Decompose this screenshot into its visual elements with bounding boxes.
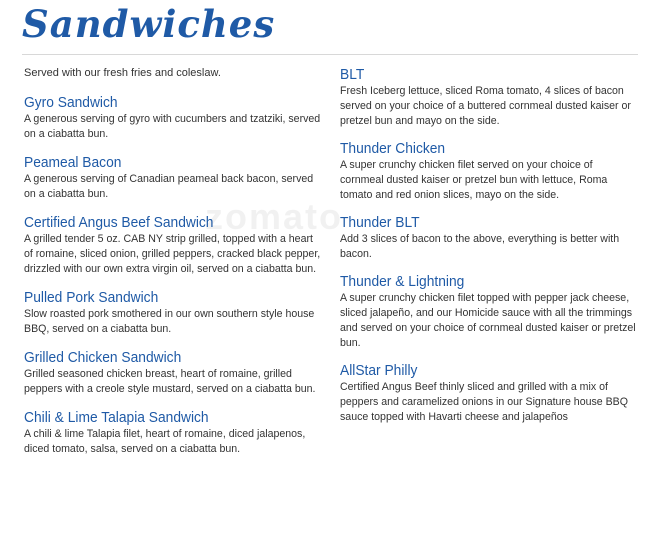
menu-column-left <box>24 66 324 469</box>
menu-item-description: A generous serving of gyro with cucumbers and tzatziki, served on a ciabatta bun. <box>24 113 321 140</box>
menu-item <box>340 140 636 203</box>
intro-text: Served with our fresh fries and coleslaw. <box>24 67 221 79</box>
menu-item-description: A chili & lime Talapia filet, heart of romaine, diced jalapenos, diced tomato, salsa, served on a ciabatta bun. <box>24 428 306 455</box>
menu-item-name: Certified Angus Beef Sandwich <box>24 214 214 231</box>
menu-item <box>24 94 324 142</box>
menu-item-name: Thunder BLT <box>340 214 420 231</box>
menu-item-description: A grilled tender 5 oz. CAB NY strip grilled, topped with a heart of romaine, sliced onion, grilled peppers, cracked black pepper, drizzled with our own extra virgin oil, served on a ciabatta bun. <box>24 233 321 275</box>
menu-item <box>340 214 636 262</box>
menu-item <box>340 273 636 351</box>
menu-item-description: Fresh Iceberg lettuce, sliced Roma tomato, 4 slices of bacon served on your choice of a buttered cornmeal dusted kaiser or pretzel bun and mayo on the side. <box>340 85 631 127</box>
menu-item-name: Grilled Chicken Sandwich <box>24 349 182 366</box>
menu-item <box>340 362 636 425</box>
menu-item-description: Add 3 slices of bacon to the above, everything is better with bacon. <box>340 233 620 260</box>
title-divider <box>22 54 638 55</box>
menu-item-description: Certified Angus Beef thinly sliced and grilled with a mix of peppers and caramelized onions in our Signature house BBQ sauce topped with Havarti cheese and jalapeños <box>340 381 628 423</box>
menu-item-name: Peameal Bacon <box>24 154 122 171</box>
menu-item-name: Thunder Chicken <box>340 140 446 157</box>
menu-item-description: A super crunchy chicken filet served on your choice of cornmeal dusted kaiser or pretzel bun with lettuce, Roma tomato and red onion slices, mayo on the side. <box>340 159 608 201</box>
menu-item <box>24 214 324 277</box>
menu-item-name: Thunder & Lightning <box>340 273 465 290</box>
menu-item-name: BLT <box>340 66 365 83</box>
menu-item-description: Slow roasted pork smothered in our own southern style house BBQ, served on a ciabatta bun. <box>24 308 315 335</box>
menu-item-name: Pulled Pork Sandwich <box>24 289 159 306</box>
menu-item <box>24 289 324 337</box>
menu-item-description: A generous serving of Canadian peameal back bacon, served on a ciabatta bun. <box>24 173 314 200</box>
watermark: zomato <box>205 196 343 237</box>
menu-item-name: AllStar Philly <box>340 362 418 379</box>
menu-item <box>340 66 636 129</box>
menu-item-name: Gyro Sandwich <box>24 94 118 111</box>
menu-item-description: Grilled seasoned chicken breast, heart of romaine, grilled peppers with a creole style mustard, served on a ciabatta bun. <box>24 368 316 395</box>
menu-item-description: A super crunchy chicken filet topped with pepper jack cheese, sliced jalapeño, and our Homicide sauce with all the trimmings and served on your choice of cornmeal dusted kaiser or pretzel bun. <box>340 292 636 349</box>
menu-item <box>24 154 324 202</box>
menu-item <box>24 349 324 397</box>
menu-item <box>24 409 324 457</box>
menu-item-name: Chili & Lime Talapia Sandwich <box>24 409 209 426</box>
page-title: Sandwiches <box>22 2 276 46</box>
menu-column-right <box>340 66 636 436</box>
